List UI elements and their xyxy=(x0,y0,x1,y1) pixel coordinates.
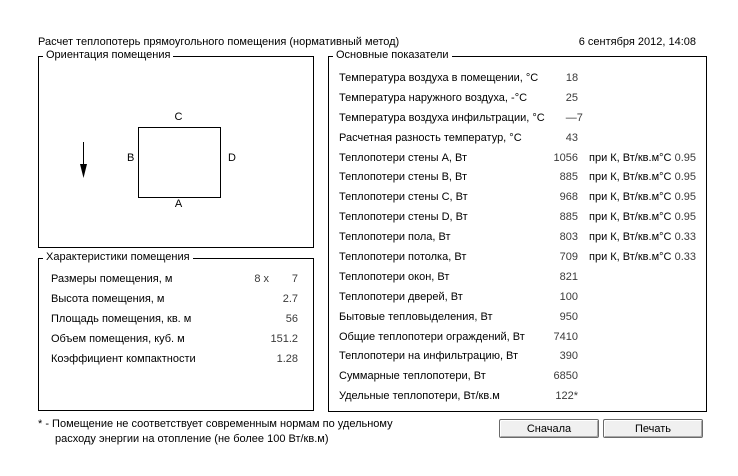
north-arrow-icon xyxy=(79,142,88,179)
indicator-value: 43 xyxy=(565,131,578,144)
page-title: Расчет теплопотерь прямоугольного помещения (нормативный метод) xyxy=(38,36,400,48)
restart-button[interactable]: Сначала xyxy=(499,419,599,438)
indicator-label: Теплопотери дверей, Вт xyxy=(339,290,463,303)
k-coef-label: при К, Вт/кв.м°С xyxy=(589,151,672,164)
indicator-row xyxy=(339,88,696,108)
indicator-value: 709 xyxy=(559,250,578,263)
indicator-label: Бытовые тепловыделения, Вт xyxy=(339,310,493,323)
indicator-label: Температура воздуха в помещении, °С xyxy=(339,71,539,84)
indicator-row xyxy=(339,128,696,148)
print-button[interactable]: Печать xyxy=(603,419,703,438)
footnote-line-2: расходу энергии на отопление (не более 100 Вт/кв.м) xyxy=(55,433,329,445)
indicator-value: 950 xyxy=(559,310,578,323)
indicator-label: Теплопотери стены А, Вт xyxy=(339,151,468,164)
indicator-label: Теплопотери стены В, Вт xyxy=(339,171,468,184)
k-coef-value: 0.33 xyxy=(674,250,696,263)
indicator-label: Расчетная разность температур, °С xyxy=(339,131,522,144)
k-coef-label: при К, Вт/кв.м°С xyxy=(589,171,672,184)
characteristic-value: 1.28 xyxy=(276,353,298,365)
characteristic-value: 56 xyxy=(285,313,298,325)
indicator-row xyxy=(339,247,696,267)
indicator-label: Удельные теплопотери, Вт/кв.м xyxy=(339,390,500,403)
room-size-prefix: 8 х xyxy=(254,273,269,285)
indicator-value: 18 xyxy=(565,71,579,84)
indicator-label: Температура наружного воздуха, -°С xyxy=(339,91,528,104)
k-coef-value: 0.95 xyxy=(674,191,696,204)
characteristic-value: 151.2 xyxy=(270,333,298,345)
characteristics-panel xyxy=(38,251,314,411)
characteristic-row xyxy=(51,349,298,369)
characteristics-panel-title: Характеристики помещения xyxy=(43,251,193,263)
footnote xyxy=(38,417,393,447)
indicator-row xyxy=(339,187,696,207)
characteristic-row xyxy=(51,309,298,329)
k-coef-value: 0.95 xyxy=(674,151,696,164)
k-coef-label: при К, Вт/кв.м°С xyxy=(589,250,672,263)
indicator-value: 25 xyxy=(565,91,578,104)
characteristic-label: Размеры помещения, м xyxy=(51,273,173,285)
indicator-value: 1056 xyxy=(553,151,578,164)
indicator-label: Общие теплопотери ограждений, Вт xyxy=(339,330,525,343)
indicator-value: 885 xyxy=(559,171,578,184)
indicator-row xyxy=(339,108,696,128)
indicator-label: Температура воздуха инфильтрации, °С xyxy=(339,111,545,124)
wall-label-a: A xyxy=(174,198,183,210)
k-coef-label: при К, Вт/кв.м°С xyxy=(589,211,672,224)
indicator-row xyxy=(339,287,696,307)
characteristic-row xyxy=(51,329,298,349)
indicator-value: 390 xyxy=(559,350,578,363)
characteristic-label: Объем помещения, куб. м xyxy=(51,333,185,345)
indicator-value: 803 xyxy=(559,231,578,244)
indicator-value: 6850 xyxy=(553,370,578,383)
characteristic-label: Высота помещения, м xyxy=(51,293,165,305)
k-coef-cell xyxy=(578,152,696,164)
datetime-label: 6 сентября 2012, 14:08 xyxy=(578,36,696,48)
characteristic-label: Площадь помещения, кв. м xyxy=(51,313,192,325)
wall-label-c: C xyxy=(174,111,183,123)
indicator-row xyxy=(339,366,696,386)
k-coef-cell xyxy=(578,251,696,263)
characteristics-rows xyxy=(51,269,298,369)
indicator-value: 7410 xyxy=(553,330,578,343)
indicators-panel-title: Основные показатели xyxy=(333,49,452,61)
characteristic-value: 2.7 xyxy=(282,293,298,305)
indicator-value: 968 xyxy=(559,191,578,204)
k-coef-value: 0.33 xyxy=(674,231,696,244)
indicator-label: Теплопотери на инфильтрацию, Вт xyxy=(339,350,519,363)
indicator-row xyxy=(339,167,696,187)
k-coef-value: 0.95 xyxy=(674,211,696,224)
k-coef-cell xyxy=(578,211,696,223)
characteristic-value: 7 xyxy=(291,273,298,285)
k-coef-label: при К, Вт/кв.м°С xyxy=(589,231,672,244)
indicator-row xyxy=(339,267,696,287)
indicator-row xyxy=(339,307,696,327)
indicator-value: 100 xyxy=(559,290,578,303)
indicator-label: Теплопотери пола, Вт xyxy=(339,231,451,244)
characteristic-row xyxy=(51,269,298,289)
indicator-label: Теплопотери стены С, Вт xyxy=(339,191,468,204)
wall-label-b: B xyxy=(127,152,135,164)
footnote-line-1: * - Помещение не соответствует современным нормам по удельному xyxy=(38,418,393,430)
indicator-value: —7 xyxy=(565,111,583,124)
indicators-rows xyxy=(339,68,696,406)
orientation-panel-title: Ориентация помещения xyxy=(43,49,173,61)
indicator-row xyxy=(339,68,696,88)
indicator-row xyxy=(339,386,696,406)
characteristic-label: Коэффициент компактности xyxy=(51,353,196,365)
indicator-row xyxy=(339,327,696,347)
indicator-label: Суммарные теплопотери, Вт xyxy=(339,370,486,383)
characteristic-row xyxy=(51,289,298,309)
indicator-value: 122* xyxy=(555,390,578,403)
k-coef-value: 0.95 xyxy=(674,171,696,184)
indicator-label: Теплопотери окон, Вт xyxy=(339,270,450,283)
wall-label-d: D xyxy=(228,152,236,164)
k-coef-cell xyxy=(578,171,696,183)
orientation-panel xyxy=(38,49,314,248)
indicator-row xyxy=(339,227,696,247)
k-coef-label: при К, Вт/кв.м°С xyxy=(589,191,672,204)
indicator-row xyxy=(339,346,696,366)
k-coef-cell xyxy=(578,231,696,243)
indicator-value: 821 xyxy=(559,270,578,283)
indicator-label: Теплопотери потолка, Вт xyxy=(339,250,467,263)
room-diagram xyxy=(138,127,221,198)
indicator-row xyxy=(339,148,696,168)
indicator-label: Теплопотери стены D, Вт xyxy=(339,211,468,224)
indicators-panel xyxy=(328,49,707,412)
k-coef-cell xyxy=(578,191,696,203)
indicator-row xyxy=(339,207,696,227)
indicator-value: 885 xyxy=(559,211,578,224)
